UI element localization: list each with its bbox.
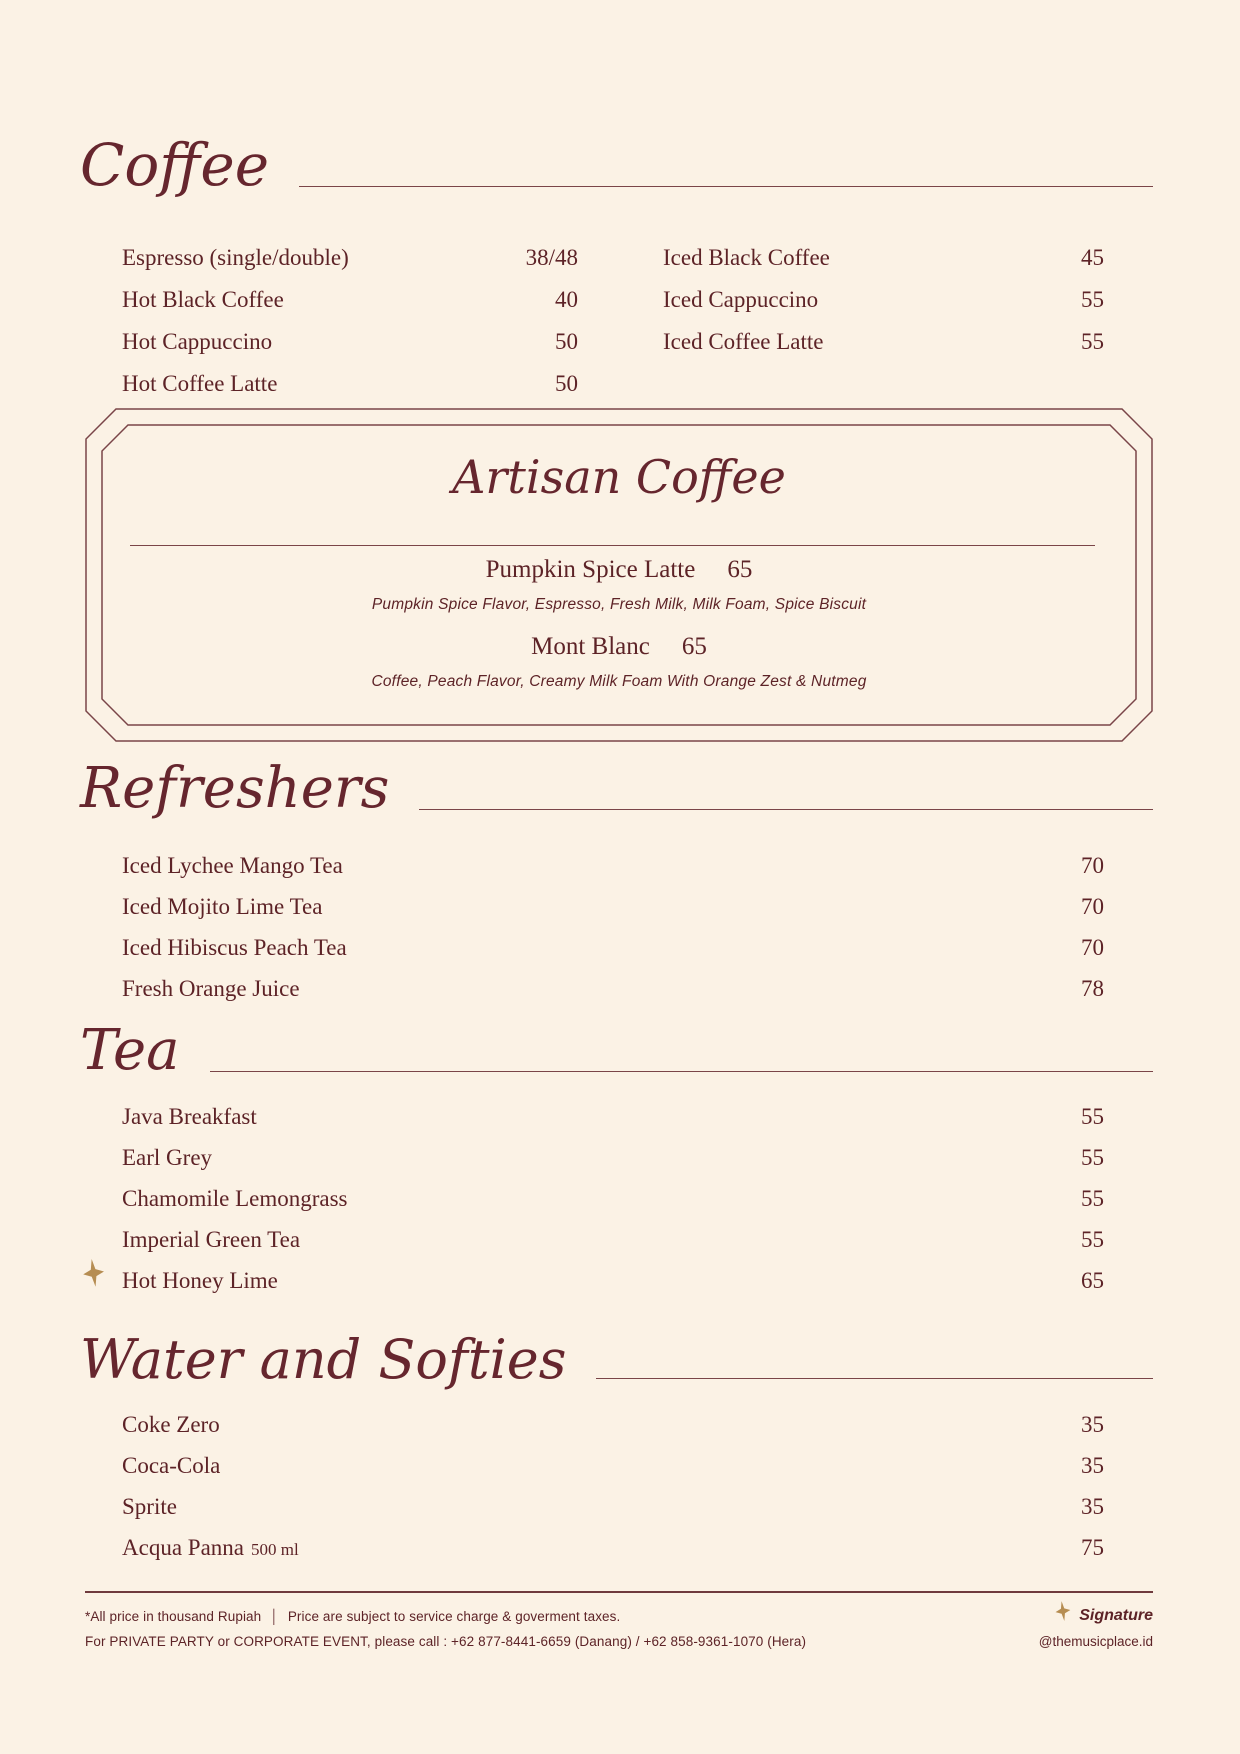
coffee-items-right-column	[663, 237, 1104, 363]
menu-item	[122, 279, 578, 321]
item-name: Coke Zero	[122, 1412, 220, 1437]
section-header-water-softies	[80, 1325, 1153, 1395]
item-name: Iced Mojito Lime Tea	[122, 894, 323, 919]
artisan-coffee-box	[85, 408, 1153, 742]
item-name: Hot Coffee Latte	[122, 371, 278, 396]
menu-item	[122, 1445, 1104, 1486]
menu-item	[663, 237, 1104, 279]
section-title-coffee: Coffee	[80, 131, 270, 199]
coffee-items-left-column	[122, 237, 578, 405]
water-softies-items	[122, 1404, 1104, 1570]
menu-item	[122, 321, 578, 363]
section-header-coffee	[80, 128, 1153, 203]
section-underline	[596, 1378, 1153, 1379]
item-name: Java Breakfast	[122, 1104, 257, 1129]
menu-item	[663, 279, 1104, 321]
item-price: 55	[1081, 1227, 1104, 1252]
signature-label: Signature	[1079, 1606, 1153, 1624]
item-name: Iced Coffee Latte	[663, 329, 824, 354]
section-underline	[419, 809, 1153, 810]
item-name: Imperial Green Tea	[122, 1227, 301, 1252]
item-price: 70	[1081, 894, 1104, 919]
item-price: 65	[681, 633, 707, 660]
social-handle: @themusicplace.id	[1038, 1634, 1153, 1649]
signature-sparkle-icon	[81, 1257, 108, 1301]
item-price: 55	[1081, 287, 1104, 312]
item-name: Chamomile Lemongrass	[122, 1186, 348, 1211]
menu-item	[122, 845, 1104, 886]
footer-notes	[85, 1604, 806, 1654]
item-name: Iced Black Coffee	[663, 245, 830, 270]
tea-items	[122, 1096, 1104, 1301]
item-name: Iced Cappuccino	[663, 287, 819, 312]
tax-note: Price are subject to service charge & goverment taxes.	[287, 1609, 621, 1624]
item-price: 55	[1081, 1186, 1104, 1211]
section-title-refreshers: Refreshers	[80, 756, 390, 821]
item-name: Espresso (single/double)	[122, 245, 349, 270]
item-price: 55	[1081, 1145, 1104, 1170]
menu-item	[122, 886, 1104, 927]
item-price: 38/48	[525, 245, 578, 270]
item-size-note: 500 ml	[251, 1540, 299, 1559]
item-price: 45	[1081, 245, 1104, 270]
item-name: Hot Honey Lime	[122, 1268, 278, 1293]
item-price: 35	[1081, 1494, 1104, 1519]
footer-contact-line: For PRIVATE PARTY or CORPORATE EVENT, please call : +62 877-8441-6659 (Danang) / +62 858-9361-1070 (Hera)	[85, 1634, 807, 1649]
menu-item	[85, 633, 1153, 661]
menu-item	[122, 1178, 1104, 1219]
section-title-tea: Tea	[80, 1018, 180, 1083]
footer-signature-block	[1039, 1601, 1153, 1654]
menu-item	[122, 237, 578, 279]
menu-item	[122, 1404, 1104, 1445]
item-price: 65	[727, 556, 753, 583]
refreshers-items	[122, 845, 1104, 1009]
menu-item	[122, 1527, 1104, 1570]
menu-item	[122, 1219, 1104, 1260]
menu-item	[122, 1137, 1104, 1178]
item-name: Iced Lychee Mango Tea	[122, 853, 343, 878]
menu-item	[122, 363, 578, 405]
item-price: 55	[1081, 1104, 1104, 1129]
item-price: 75	[1081, 1535, 1104, 1560]
menu-item	[663, 321, 1104, 363]
item-price: 70	[1081, 853, 1104, 878]
item-name: Sprite	[122, 1494, 177, 1519]
artisan-divider	[130, 545, 1095, 546]
menu-item	[122, 968, 1104, 1009]
price-note: *All price in thousand Rupiah	[85, 1609, 262, 1624]
item-price: 35	[1081, 1412, 1104, 1437]
item-price: 78	[1081, 976, 1104, 1001]
item-price: 50	[555, 329, 578, 354]
item-name: Earl Grey	[122, 1145, 213, 1170]
menu-item	[85, 556, 1153, 584]
section-header-tea	[80, 1015, 1153, 1088]
item-price: 50	[555, 371, 578, 396]
item-name: Fresh Orange Juice	[122, 976, 300, 1001]
menu-item	[122, 927, 1104, 968]
item-name: Pumpkin Spice Latte	[485, 556, 696, 583]
menu-item	[122, 1096, 1104, 1137]
signature-legend	[1039, 1601, 1153, 1629]
footer-note-line1	[85, 1604, 806, 1629]
signature-sparkle-icon	[1054, 1600, 1073, 1630]
item-price: 40	[555, 287, 578, 312]
section-underline	[210, 1071, 1153, 1072]
item-description: Pumpkin Spice Flavor, Espresso, Fresh Milk, Milk Foam, Spice Biscuit	[371, 596, 867, 613]
item-price: 70	[1081, 935, 1104, 960]
section-header-refreshers	[80, 753, 1153, 826]
item-name: Mont Blanc	[531, 633, 650, 660]
item-name: Hot Black Coffee	[122, 287, 284, 312]
item-price: 35	[1081, 1453, 1104, 1478]
menu-item-signature	[122, 1260, 1104, 1301]
item-price: 65	[1081, 1268, 1104, 1293]
item-name: Acqua Panna 500 ml	[122, 1535, 299, 1560]
item-description: Coffee, Peach Flavor, Creamy Milk Foam With Orange Zest & Nutmeg	[371, 673, 867, 690]
menu-item	[122, 1486, 1104, 1527]
section-title-water-softies: Water and Softies	[80, 1328, 567, 1391]
artisan-title: Artisan Coffee	[452, 450, 786, 504]
footer-divider	[85, 1591, 1153, 1593]
item-name: Coca-Cola	[122, 1453, 221, 1478]
item-name: Iced Hibiscus Peach Tea	[122, 935, 347, 960]
note-divider: │	[270, 1609, 279, 1624]
section-underline	[299, 186, 1153, 187]
item-name: Hot Cappuccino	[122, 329, 273, 354]
item-price: 55	[1081, 329, 1104, 354]
